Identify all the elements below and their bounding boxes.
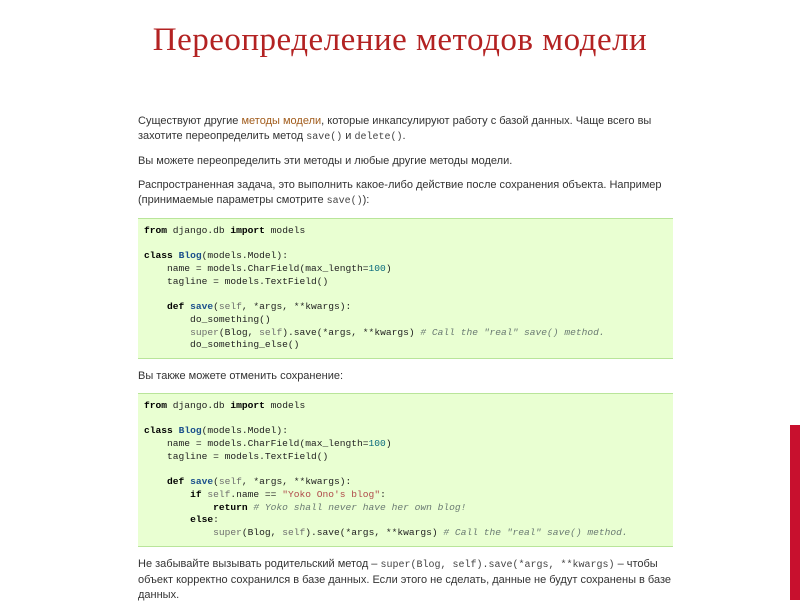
code-text: ) bbox=[385, 263, 392, 275]
code-indent bbox=[144, 527, 213, 538]
code-keyword: return bbox=[213, 501, 248, 513]
code-class-name: Blog bbox=[178, 250, 202, 262]
super-inline-code: super(Blog, self).save(*args, **kwargs) bbox=[380, 559, 615, 571]
accent-bar bbox=[790, 425, 800, 600]
code-comment: # Call the "real" save() method. bbox=[420, 326, 605, 338]
code-keyword: def bbox=[167, 476, 185, 488]
intro-text-1: Существуют другие bbox=[138, 115, 242, 127]
code-self: self bbox=[207, 488, 231, 500]
code-text: name = models.CharField(max_length= bbox=[144, 263, 369, 275]
code-string: "Yoko Ono's blog" bbox=[282, 488, 381, 500]
code-keyword: def bbox=[167, 301, 185, 313]
code-text: , *args, **kwargs): bbox=[241, 476, 352, 488]
code-indent bbox=[144, 476, 167, 487]
code-text: (models.Model): bbox=[201, 425, 288, 437]
document-content bbox=[138, 110, 673, 612]
code-text: do_something() bbox=[144, 313, 271, 325]
save-inline-code-2: save() bbox=[326, 196, 363, 207]
code-block-cancel-save bbox=[138, 393, 673, 547]
intro-text-2: , которые инкапсулируют работу с базой данных. Чаще всего вы захотите переопределить метод bbox=[138, 115, 652, 142]
paragraph-intro bbox=[138, 114, 673, 145]
code-text: .name == bbox=[230, 488, 283, 500]
code-function-name: save bbox=[190, 301, 214, 313]
code-comment: # Call the "real" save() method. bbox=[443, 527, 628, 539]
model-methods-link[interactable]: методы модели bbox=[241, 115, 322, 127]
code-text: django.db bbox=[167, 225, 231, 236]
code-text: (models.Model): bbox=[201, 250, 288, 262]
code-keyword: import bbox=[230, 400, 265, 412]
code-keyword: class bbox=[144, 250, 173, 262]
code-text: ( bbox=[213, 301, 219, 313]
intro-text-4: . bbox=[402, 130, 406, 142]
slide-title: Переопределение методов модели bbox=[152, 22, 648, 58]
code-keyword: import bbox=[230, 225, 265, 236]
code-keyword: from bbox=[144, 400, 168, 412]
paragraph-cancel-save: Вы также можете отменить сохранение: bbox=[138, 370, 344, 383]
paragraph-override: Вы можете переопределить эти методы и любые другие методы модели. bbox=[138, 155, 513, 167]
code-text: tagline = models.TextField() bbox=[144, 450, 329, 462]
code-class-name: Blog bbox=[178, 425, 202, 437]
code-comment: # Yoko shall never have her own blog! bbox=[247, 501, 467, 513]
code-text: name = models.CharField(max_length= bbox=[144, 438, 369, 450]
save-inline-code: save() bbox=[306, 132, 343, 143]
code-keyword: from bbox=[144, 225, 168, 236]
code-text: tagline = models.TextField() bbox=[144, 275, 329, 287]
call-parent-text-2: – чтобы объект корректно сохранился в базе данных. Если этого не сделать, данные не будут сохранены в базе данных. bbox=[138, 557, 672, 601]
code-text: (Blog, bbox=[218, 326, 260, 338]
code-text: , *args, **kwargs): bbox=[241, 301, 352, 313]
code-self: self bbox=[282, 527, 306, 539]
code-keyword: else bbox=[190, 514, 214, 526]
code-builtin: super bbox=[190, 326, 219, 338]
common-task-text-2: ): bbox=[362, 194, 370, 206]
paragraph-call-parent bbox=[138, 557, 673, 603]
code-indent bbox=[144, 301, 167, 312]
code-text: models bbox=[264, 400, 306, 412]
code-self: self bbox=[218, 301, 242, 313]
paragraph-common-task bbox=[138, 178, 673, 209]
code-text: ).save(*args, **kwargs) bbox=[305, 527, 444, 539]
code-text: do_something_else() bbox=[144, 339, 300, 351]
code-self: self bbox=[218, 476, 242, 488]
code-text: : bbox=[380, 488, 386, 500]
code-text: (Blog, bbox=[241, 527, 283, 539]
code-text: : bbox=[213, 514, 219, 526]
delete-inline-code: delete() bbox=[354, 132, 403, 143]
code-keyword: if bbox=[190, 488, 202, 500]
code-indent bbox=[144, 502, 213, 513]
code-indent bbox=[144, 489, 190, 500]
code-number: 100 bbox=[368, 263, 386, 275]
code-self: self bbox=[259, 326, 283, 338]
code-block-save-override bbox=[138, 218, 673, 359]
intro-text-3: и bbox=[342, 130, 355, 142]
common-task-text-1: Распространенная задача, это выполнить какое-либо действие после сохранения объекта. Например (принимаемые параметры смотрите bbox=[138, 179, 662, 206]
code-text: django.db bbox=[167, 400, 231, 412]
code-indent bbox=[144, 514, 190, 525]
code-text: ( bbox=[213, 476, 219, 488]
code-function-name: save bbox=[190, 476, 214, 488]
code-indent bbox=[144, 327, 190, 338]
code-builtin: super bbox=[213, 527, 242, 539]
code-text: models bbox=[264, 225, 306, 236]
code-text: ) bbox=[385, 438, 392, 450]
code-keyword: class bbox=[144, 425, 173, 437]
code-number: 100 bbox=[368, 438, 386, 450]
call-parent-text-1: Не забывайте вызывать родительский метод – bbox=[138, 557, 381, 570]
code-text: ).save(*args, **kwargs) bbox=[282, 326, 421, 338]
